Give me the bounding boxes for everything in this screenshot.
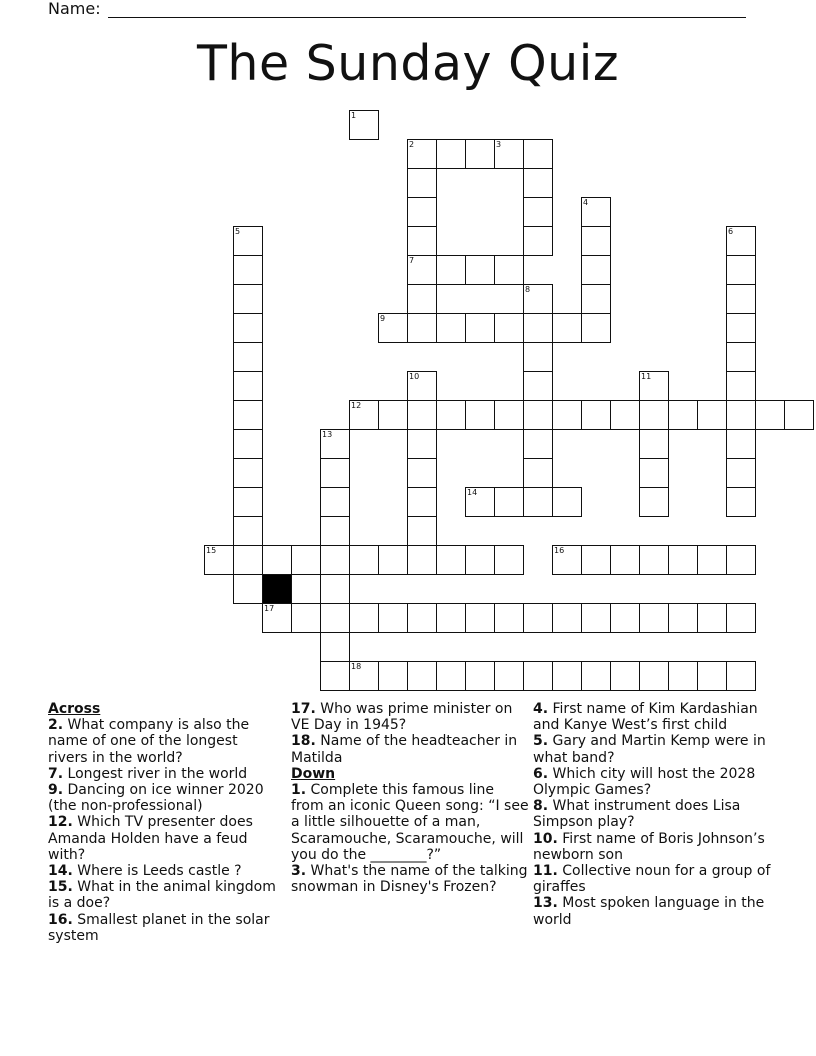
clue-number: 4. [533,701,549,717]
grid-cell[interactable] [407,429,437,459]
grid-cell[interactable] [581,313,611,343]
grid-cell[interactable] [494,661,524,691]
grid-cell[interactable] [378,545,408,575]
cell-7[interactable] [407,255,437,285]
grid-cell[interactable] [639,603,669,633]
grid-cell[interactable] [552,487,582,517]
grid-cell[interactable] [320,487,350,517]
grid-cell[interactable] [320,545,350,575]
grid-cell[interactable] [465,661,495,691]
clue-text: Complete this famous line from an iconic Queen song: “I see a little silhouette of a man, Scaramouche, Scaramouche, will you do the ________?” [291,782,529,863]
grid-cell[interactable] [552,400,582,430]
clue-number: 13. [533,895,558,912]
clue-text: What instrument does Lisa Simpson play? [533,798,741,831]
grid-cell[interactable] [233,400,263,430]
cell-1[interactable] [349,110,379,140]
page-title: The Sunday Quiz [196,35,620,92]
clue-number: 3. [291,863,307,880]
grid-cell[interactable] [407,603,437,633]
grid-cell[interactable] [552,313,582,343]
grid-cell[interactable] [233,545,263,575]
grid-cell[interactable] [697,661,727,691]
clue-number: 2 [409,140,415,149]
grid-cell[interactable] [407,168,437,198]
grid-cell[interactable] [610,661,640,691]
cell-18[interactable] [349,661,379,691]
grid-cell[interactable] [581,284,611,314]
grid-cell[interactable] [552,603,582,633]
clue-item [48,863,278,879]
grid-cell[interactable] [262,545,292,575]
grid-cell[interactable] [291,603,321,633]
grid-cell[interactable] [639,458,669,488]
grid-cell[interactable] [436,661,466,691]
grid-cell[interactable] [320,632,350,662]
clue-item [533,863,773,895]
cell-4[interactable] [581,197,611,227]
cell-5[interactable] [233,226,263,256]
grid-cell[interactable] [233,371,263,401]
grid-cell[interactable] [407,284,437,314]
clue-item [48,912,278,944]
clue-text: Which city will host the 2028 Olympic Games? [533,765,756,799]
grid-cell[interactable] [726,603,756,633]
grid-cell[interactable] [233,574,263,604]
clue-number: 16 [554,546,565,555]
clue-number: 10 [409,372,420,381]
black-cell [262,574,292,604]
grid-cell[interactable] [726,458,756,488]
grid-cell[interactable] [436,139,466,169]
cell-3[interactable] [494,139,524,169]
grid-cell[interactable] [581,545,611,575]
grid-cell[interactable] [378,400,408,430]
grid-cell[interactable] [291,574,321,604]
clue-item [48,782,278,814]
clue-number: 14 [467,488,478,497]
clue-item [533,895,773,927]
cell-11[interactable] [639,371,669,401]
clue-number: 9 [380,314,386,323]
grid-cell[interactable] [726,342,756,372]
cell-9[interactable] [378,313,408,343]
grid-cell[interactable] [320,603,350,633]
clue-item [533,766,773,798]
grid-cell[interactable] [465,400,495,430]
grid-cell[interactable] [233,487,263,517]
clue-text: First name of Boris Johnson’s newborn son [533,830,765,863]
grid-cell[interactable] [436,313,466,343]
clue-number: 8. [533,798,549,815]
grid-cell[interactable] [523,313,553,343]
grid-cell[interactable] [407,400,437,430]
grid-cell[interactable] [523,197,553,227]
grid-cell[interactable] [610,603,640,633]
grid-cell[interactable] [407,313,437,343]
grid-cell[interactable] [407,545,437,575]
clue-text: Longest river in the world [63,765,248,782]
grid-cell[interactable] [523,458,553,488]
clue-number: 17. [291,701,316,717]
grid-cell[interactable] [291,545,321,575]
grid-cell[interactable] [349,603,379,633]
grid-cell[interactable] [726,429,756,459]
clue-text: Collective noun for a group of giraffes [533,863,771,896]
cell-17[interactable] [262,603,292,633]
grid-cell[interactable] [697,545,727,575]
grid-cell[interactable] [465,139,495,169]
grid-cell[interactable] [233,458,263,488]
clue-item [291,733,529,765]
grid-cell[interactable] [726,255,756,285]
grid-cell[interactable] [726,487,756,517]
grid-cell[interactable] [639,400,669,430]
grid-cell[interactable] [465,313,495,343]
clue-number: 11. [533,863,558,880]
clue-number: 12 [351,401,362,410]
grid-cell[interactable] [523,168,553,198]
grid-cell[interactable] [639,661,669,691]
grid-cell[interactable] [494,487,524,517]
clue-text: Who was prime minister on VE Day in 1945? [291,701,513,734]
grid-cell[interactable] [233,342,263,372]
clue-item [533,798,773,830]
grid-cell[interactable] [697,400,727,430]
clue-item [48,879,278,911]
cell-16[interactable] [552,545,582,575]
clue-number: 16. [48,911,73,928]
clue-number: 1. [291,782,307,799]
grid-cell[interactable] [581,661,611,691]
grid-cell[interactable] [320,661,350,691]
grid-cell[interactable] [784,400,814,430]
grid-cell[interactable] [581,255,611,285]
grid-cell[interactable] [233,255,263,285]
grid-cell[interactable] [407,226,437,256]
grid-cell[interactable] [726,545,756,575]
clue-number: 11 [641,372,652,381]
clue-item [291,782,529,863]
grid-cell[interactable] [726,313,756,343]
clue-number: 4 [583,198,589,207]
clue-text: What's the name of the talking snowman in Disney's Frozen? [291,863,528,896]
grid-cell[interactable] [233,313,263,343]
grid-cell[interactable] [552,661,582,691]
clues-column-2 [291,701,529,895]
clue-item [533,733,773,765]
grid-cell[interactable] [668,603,698,633]
clue-number: 1 [351,111,357,120]
clue-number: 15 [206,546,217,555]
grid-cell[interactable] [726,284,756,314]
cell-2[interactable] [407,139,437,169]
clue-number: 7. [48,765,64,782]
clues-column-3 [533,701,773,928]
grid-cell[interactable] [726,371,756,401]
grid-cell[interactable] [465,255,495,285]
grid-cell[interactable] [407,197,437,227]
grid-cell[interactable] [436,255,466,285]
cell-8[interactable] [523,284,553,314]
grid-cell[interactable] [639,545,669,575]
grid-cell[interactable] [494,400,524,430]
clue-text: Gary and Martin Kemp were in what band? [533,733,766,766]
clue-number: 10. [533,830,558,847]
clue-number: 14. [48,863,73,880]
grid-cell[interactable] [494,603,524,633]
clue-text: Smallest planet in the solar system [48,911,270,944]
clue-text: Most spoken language in the world [533,895,765,928]
grid-cell[interactable] [523,371,553,401]
clue-number: 6 [728,227,734,236]
cell-15[interactable] [204,545,234,575]
clue-number: 18. [291,733,316,750]
grid-cell[interactable] [320,458,350,488]
grid-cell[interactable] [349,545,379,575]
cell-12[interactable] [349,400,379,430]
grid-cell[interactable] [610,400,640,430]
clue-item [48,717,278,766]
grid-cell[interactable] [233,516,263,546]
grid-cell[interactable] [668,400,698,430]
clue-number: 18 [351,662,362,671]
down-heading: Down [291,765,336,782]
grid-cell[interactable] [581,400,611,430]
clue-text: First name of Kim Kardashian and Kanye West’s first child [533,701,758,734]
grid-cell[interactable] [726,661,756,691]
clue-text: Dancing on ice winner 2020 (the non-professional) [48,782,264,815]
clue-item [291,701,529,733]
clue-item [533,831,773,863]
cell-6[interactable] [726,226,756,256]
grid-cell[interactable] [726,400,756,430]
grid-cell[interactable] [755,400,785,430]
cell-14[interactable] [465,487,495,517]
clue-text: Which TV presenter does Amanda Holden have a feud with? [48,814,253,863]
clue-number: 13 [322,430,333,439]
grid-cell[interactable] [465,603,495,633]
grid-cell[interactable] [523,342,553,372]
grid-cell[interactable] [378,661,408,691]
clue-text: Name of the headteacher in Matilda [291,733,518,766]
grid-cell[interactable] [494,545,524,575]
clue-number: 8 [525,285,531,294]
cell-10[interactable] [407,371,437,401]
clue-number: 15. [48,879,73,896]
grid-cell[interactable] [697,603,727,633]
grid-cell[interactable] [407,487,437,517]
clue-item [533,701,773,733]
clue-number: 7 [409,256,415,265]
grid-cell[interactable] [320,516,350,546]
clue-number: 5. [533,733,549,750]
grid-cell[interactable] [523,226,553,256]
grid-cell[interactable] [436,545,466,575]
grid-cell[interactable] [581,226,611,256]
across-heading: Across [48,701,101,717]
grid-cell[interactable] [436,603,466,633]
clue-number: 3 [496,140,502,149]
grid-cell[interactable] [320,574,350,604]
grid-cell[interactable] [639,429,669,459]
grid-cell[interactable] [233,284,263,314]
grid-cell[interactable] [407,458,437,488]
grid-cell[interactable] [523,400,553,430]
clue-number: 2. [48,717,64,734]
grid-cell[interactable] [233,429,263,459]
clue-number: 5 [235,227,241,236]
clue-item [291,863,529,895]
name-label: Name: [48,0,106,18]
grid-cell[interactable] [610,545,640,575]
clue-text: What company is also the name of one of the longest rivers in the world? [48,717,250,766]
grid-cell[interactable] [523,661,553,691]
clue-number: 12. [48,814,73,831]
clue-number: 17 [264,604,275,613]
grid-cell[interactable] [378,603,408,633]
grid-cell[interactable] [436,400,466,430]
clues-column-1 [48,701,278,944]
grid-cell[interactable] [407,661,437,691]
grid-cell[interactable] [668,661,698,691]
grid-cell[interactable] [523,487,553,517]
clue-text: What in the animal kingdom is a doe? [48,879,276,912]
clue-item [48,814,278,863]
clue-number: 9. [48,782,64,799]
clue-item [48,766,278,782]
grid-cell[interactable] [407,516,437,546]
grid-cell[interactable] [523,139,553,169]
grid-cell[interactable] [523,603,553,633]
cell-13[interactable] [320,429,350,459]
grid-cell[interactable] [523,429,553,459]
clue-number: 6. [533,765,549,782]
grid-cell[interactable] [494,313,524,343]
grid-cell[interactable] [581,603,611,633]
grid-cell[interactable] [668,545,698,575]
grid-cell[interactable] [494,255,524,285]
clue-text: Where is Leeds castle ? [72,863,242,880]
grid-cell[interactable] [465,545,495,575]
grid-cell[interactable] [639,487,669,517]
